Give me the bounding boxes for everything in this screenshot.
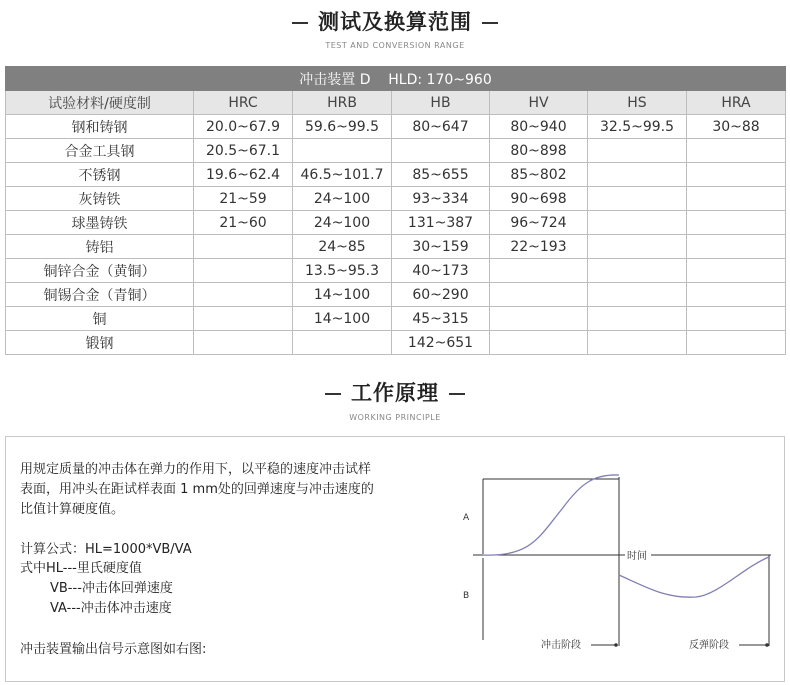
principle-box (5, 436, 785, 682)
cell-hb: 93~334 (392, 187, 490, 211)
header-hs: HS (588, 91, 687, 115)
cell-hra (687, 139, 786, 163)
section-title-range-text: 测试及换算范围 (318, 10, 472, 34)
cell-hv (490, 331, 588, 355)
header-hrc: HRC (194, 91, 293, 115)
signal-note: 冲击装置输出信号示意图如右图: (20, 642, 207, 657)
cell-hs (588, 235, 687, 259)
cell-hs: 32.5~99.5 (588, 115, 687, 139)
cell-hb: 142~651 (392, 331, 490, 355)
impact-signal-curve (483, 475, 619, 555)
cell-material: 铸铝 (6, 235, 194, 259)
principle-desc-line3: 比值计算硬度值。 (20, 502, 125, 517)
table-row (6, 259, 786, 283)
cell-hrb: 13.5~95.3 (293, 259, 392, 283)
cell-material: 不锈钢 (6, 163, 194, 187)
cell-hra: 30~88 (687, 115, 786, 139)
cell-hrb: 24~100 (293, 187, 392, 211)
cell-hb: 30~159 (392, 235, 490, 259)
cell-material: 铜锡合金（青铜） (6, 283, 194, 307)
cell-hs (588, 307, 687, 331)
cell-hv: 90~698 (490, 187, 588, 211)
cell-hb: 45~315 (392, 307, 490, 331)
label-impact-phase: 冲击阶段 (541, 640, 581, 651)
cell-hra (687, 187, 786, 211)
table-header-row (6, 91, 786, 115)
cell-hv: 22~193 (490, 235, 588, 259)
cell-hb: 40~173 (392, 259, 490, 283)
cell-hb: 85~655 (392, 163, 490, 187)
rebound-signal-curve (619, 557, 769, 597)
table-row (6, 139, 786, 163)
cell-material: 球墨铸铁 (6, 211, 194, 235)
cell-material: 合金工具钢 (6, 139, 194, 163)
title-dash-left (325, 393, 341, 395)
cell-hrb (293, 331, 392, 355)
formula-text: 计算公式：HL=1000*VB/VA (20, 542, 192, 557)
impact-phase-dot (614, 643, 618, 647)
cell-hrb: 59.6~99.5 (293, 115, 392, 139)
cell-hrb: 46.5~101.7 (293, 163, 392, 187)
cell-hs (588, 259, 687, 283)
title-dash-left (292, 22, 308, 24)
device-row-cell: 冲击装置 D HLD: 170~960 (6, 67, 786, 91)
table-row (6, 187, 786, 211)
range-table (5, 66, 786, 355)
cell-hs (588, 139, 687, 163)
cell-hv: 85~802 (490, 163, 588, 187)
table-row (6, 163, 786, 187)
formula-vb: VB---冲击体回弹速度 (50, 581, 173, 596)
cell-hrc: 20.5~67.1 (194, 139, 293, 163)
cell-hrc (194, 307, 293, 331)
cell-material: 锻钢 (6, 331, 194, 355)
cell-hrb: 24~85 (293, 235, 392, 259)
table-row (6, 211, 786, 235)
cell-hv (490, 259, 588, 283)
cell-hra (687, 259, 786, 283)
cell-hv (490, 283, 588, 307)
cell-hrc (194, 331, 293, 355)
cell-hra (687, 283, 786, 307)
cell-hrb (293, 139, 392, 163)
cell-hra (687, 331, 786, 355)
cell-hra (687, 211, 786, 235)
cell-material: 灰铸铁 (6, 187, 194, 211)
header-material: 试验材料/硬度制 (6, 91, 194, 115)
label-time: 时间 (627, 551, 647, 562)
device-row (6, 67, 786, 91)
title-dash-right (449, 393, 465, 395)
table-row (6, 235, 786, 259)
formula-va: VA---冲击体冲击速度 (50, 601, 172, 616)
cell-hv: 80~940 (490, 115, 588, 139)
label-a: A (463, 513, 470, 523)
title-dash-right (482, 22, 498, 24)
table-row (6, 307, 786, 331)
cell-hb: 80~647 (392, 115, 490, 139)
principle-desc-line1: 用规定质量的冲击体在弹力的作用下，以平稳的速度冲击试样 (20, 462, 372, 477)
section-subtitle-range: TEST AND CONVERSION RANGE (325, 41, 465, 50)
cell-hv: 96~724 (490, 211, 588, 235)
cell-hrc: 21~59 (194, 187, 293, 211)
table-row (6, 283, 786, 307)
cell-hrb: 14~100 (293, 283, 392, 307)
header-hb: HB (392, 91, 490, 115)
label-b: B (463, 591, 470, 601)
cell-hb: 60~290 (392, 283, 490, 307)
section-title-range (0, 6, 790, 36)
cell-hs (588, 283, 687, 307)
signal-diagram (6, 437, 784, 681)
table-row (6, 115, 786, 139)
cell-hs (588, 187, 687, 211)
label-rebound-phase: 反弹阶段 (689, 640, 729, 651)
header-hv: HV (490, 91, 588, 115)
cell-hrc: 19.6~62.4 (194, 163, 293, 187)
rebound-phase-dot (765, 643, 769, 647)
cell-hb: 131~387 (392, 211, 490, 235)
section-subtitle-principle: WORKING PRINCIPLE (349, 413, 441, 422)
cell-hra (687, 235, 786, 259)
cell-hrc: 20.0~67.9 (194, 115, 293, 139)
cell-hs (588, 211, 687, 235)
cell-hrc (194, 283, 293, 307)
cell-hra (687, 307, 786, 331)
cell-hv: 80~898 (490, 139, 588, 163)
cell-material: 铜锌合金（黄铜） (6, 259, 194, 283)
cell-hb (392, 139, 490, 163)
formula-where: 式中HL---里氏硬度值 (20, 561, 142, 576)
section-title-principle-text: 工作原理 (351, 381, 439, 405)
table-row (6, 331, 786, 355)
cell-hv (490, 307, 588, 331)
cell-hrb: 24~100 (293, 211, 392, 235)
cell-hra (687, 163, 786, 187)
cell-hs (588, 163, 687, 187)
principle-desc-line2: 表面，用冲头在距试样表面 1 mm处的回弹速度与冲击速度的 (20, 482, 374, 497)
cell-hrb: 14~100 (293, 307, 392, 331)
header-hra: HRA (687, 91, 786, 115)
section-title-principle (0, 377, 790, 407)
cell-hrc (194, 235, 293, 259)
cell-hs (588, 331, 687, 355)
cell-material: 铜 (6, 307, 194, 331)
cell-material: 钢和铸钢 (6, 115, 194, 139)
cell-hrc (194, 259, 293, 283)
header-hrb: HRB (293, 91, 392, 115)
cell-hrc: 21~60 (194, 211, 293, 235)
